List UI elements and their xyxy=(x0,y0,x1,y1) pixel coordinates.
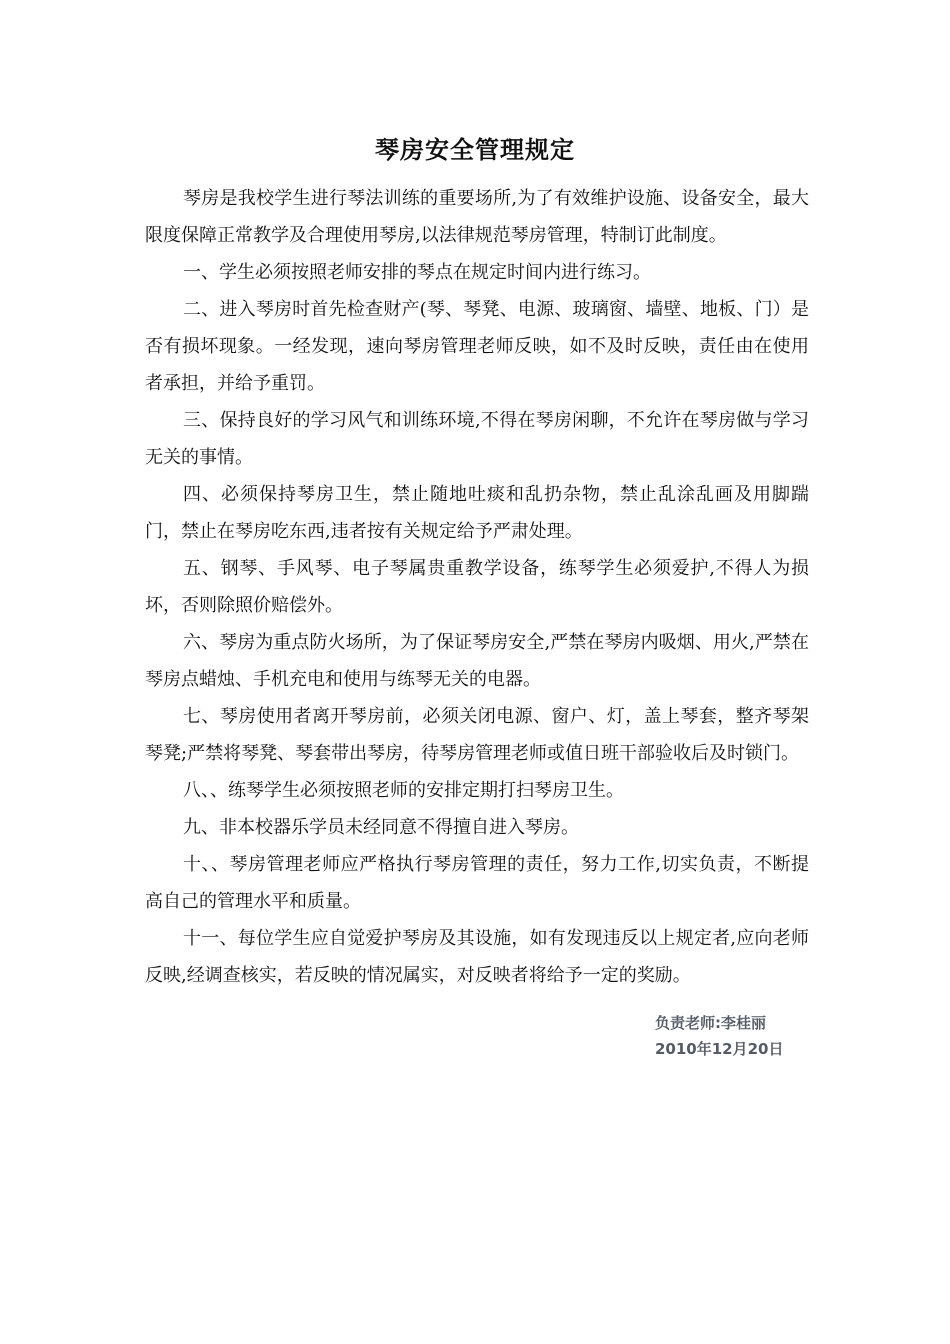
paragraph-rule-2: 二、进入琴房时首先检查财产(琴、琴凳、电源、玻璃窗、墙壁、地板、门）是否有损坏现象。一经发现，速向琴房管理老师反映，如不及时反映，责任由在使用者承担，并给予重罚。 xyxy=(145,299,809,394)
paragraph-rule-11: 十一、每位学生应自觉爱护琴房及其设施，如有发现违反以上规定者,应向老师反映,经调查核实，若反映的情况属实，对反映者将给予一定的奖励。 xyxy=(145,928,809,986)
paragraph-rule-9: 九、非本校器乐学员未经同意不得擅自进入琴房。 xyxy=(183,817,579,838)
signature-date: 2010年12月20日 xyxy=(655,1040,784,1058)
document-title: 琴房安全管理规定 xyxy=(375,136,575,164)
paragraph-rule-7: 七、琴房使用者离开琴房前，必须关闭电源、窗户、灯，盖上琴套，整齐琴架琴凳;严禁将琴凳、琴套带出琴房，待琴房管理老师或值日班干部验收后及时锁门。 xyxy=(145,706,809,764)
signature-block xyxy=(655,1010,855,1062)
document-body xyxy=(145,180,809,994)
paragraph-rule-1: 一、学生必须按照老师安排的琴点在规定时间内进行练习。 xyxy=(183,262,651,283)
paragraph-rule-10: 十、、琴房管理老师应严格执行琴房管理的责任，努力工作,切实负责，不断提高自己的管理水平和质量。 xyxy=(145,854,809,912)
paragraph-rule-6: 六、琴房为重点防火场所，为了保证琴房安全,严禁在琴房内吸烟、用火,严禁在琴房点蜡烛、手机充电和使用与练琴无关的电器。 xyxy=(145,632,809,690)
paragraph-rule-8: 八、、练琴学生必须按照老师的安排定期打扫琴房卫生。 xyxy=(183,780,624,801)
paragraph-intro: 琴房是我校学生进行琴法训练的重要场所,为了有效维护设施、设备安全，最大限度保障正常教学及合理使用琴房,以法律规范琴房管理，特制订此制度。 xyxy=(145,188,809,246)
paragraph-rule-4: 四、必须保持琴房卫生，禁止随地吐痰和乱扔杂物，禁止乱涂乱画及用脚踹门，禁止在琴房吃东西,违者按有关规定给予严肃处理。 xyxy=(145,484,809,542)
paragraph-rule-3: 三、保持良好的学习风气和训练环境,不得在琴房闲聊，不允许在琴房做与学习无关的事情。 xyxy=(145,410,809,468)
signature-teacher: 负责老师:李桂丽 xyxy=(655,1014,766,1032)
paragraph-rule-5: 五、钢琴、手风琴、电子琴属贵重教学设备，练琴学生必须爱护,不得人为损坏，否则除照价赔偿外。 xyxy=(145,558,809,616)
